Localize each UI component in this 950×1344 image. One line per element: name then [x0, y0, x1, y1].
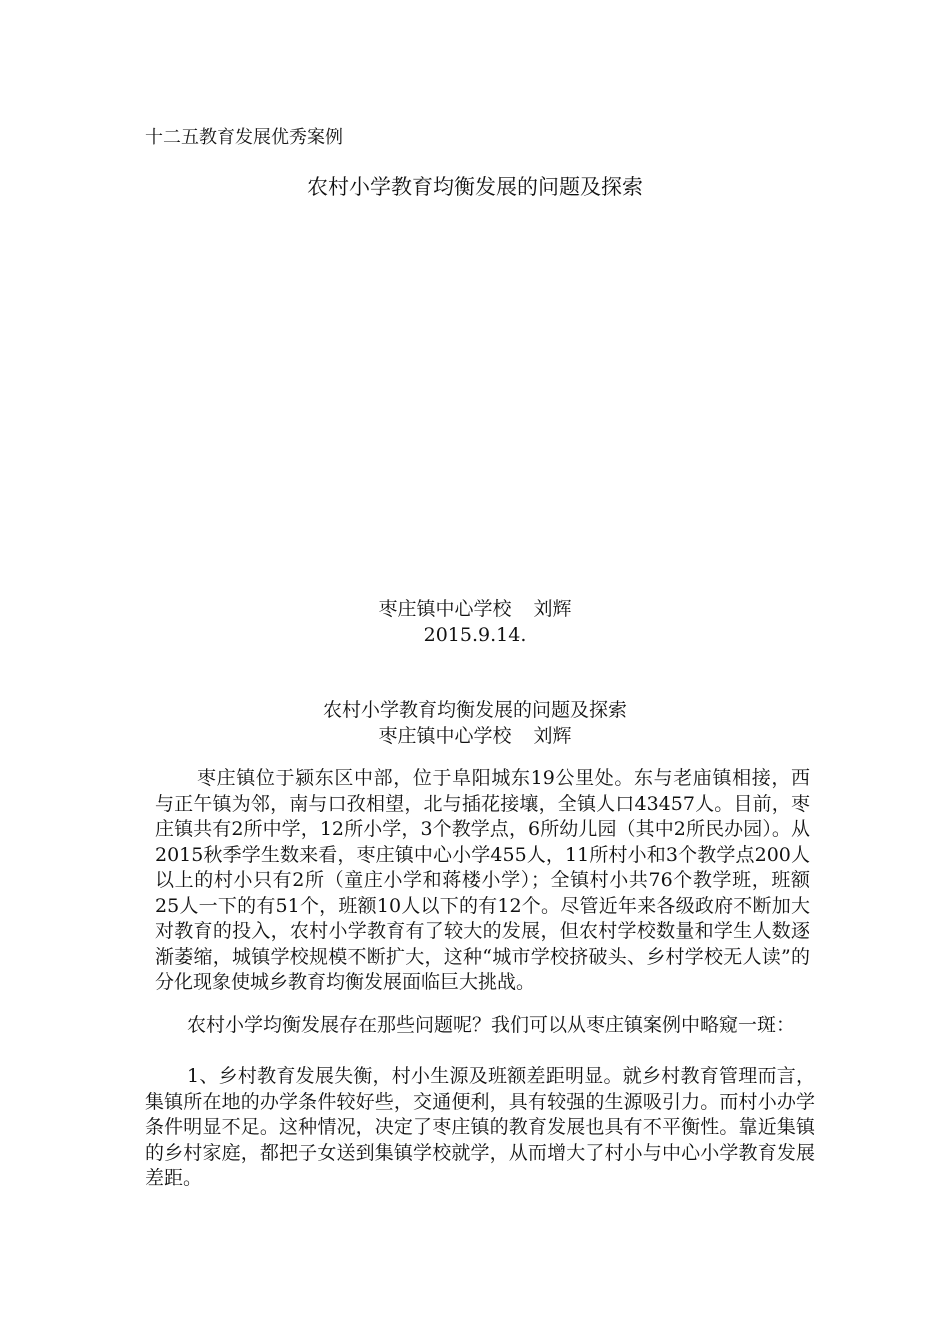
cover-organization: 枣庄镇中心学校: [378, 598, 512, 620]
category-label: 十二五教育发展优秀案例: [145, 127, 343, 148]
cover-date: 2015.9.14.: [423, 624, 527, 646]
article-author-name: 刘辉: [533, 725, 572, 747]
body-paragraph-question: 农村小学均衡发展存在那些问题呢？我们可以从枣庄镇案例中略窥一斑：: [187, 1014, 796, 1036]
cover-byline: [0, 596, 950, 622]
cover-title: 农村小学教育均衡发展的问题及探索: [307, 175, 643, 199]
cover-author-name: 刘辉: [533, 598, 572, 620]
article-organization: 枣庄镇中心学校: [378, 725, 512, 747]
body-paragraph-intro: 枣庄镇位于颍东区中部，位于阜阳城东19公里处。东与老庙镇相接，西与正午镇为邻，南与口孜相望，北与插花接壤，全镇人口43457人。目前，枣庄镇共有2所中学，12所小学，3个教学点，6所幼儿园（其中2所民办园）。从2015秋季学生数来看，枣庄镇中心小学455人，11所村小和3个教学点200人以上的村小只有2所（童庄小学和蒋楼小学）；全镇村小共76个教学班，班额25人一下的有51个，班额10人以下的有12个。尽管近年来各级政府不断加大对教育的投入，农村小学教育有了较大的发展，但农村学校数量和学生人数逐渐萎缩，城镇学校规模不断扩大，这种“城市学校挤破头、乡村学校无人读”的分化现象使城乡教育均衡发展面临巨大挑战。: [155, 767, 810, 993]
article-title: 农村小学教育均衡发展的问题及探索: [322, 699, 627, 721]
article-byline: [0, 723, 950, 749]
body-paragraph-point-1: 1、乡村教育发展失衡，村小生源及班额差距明显。就乡村教育管理而言，集镇所在地的办学条件较好些，交通便利，具有较强的生源吸引力。而村小办学条件明显不足。这种情况，决定了枣庄镇的教育发展也具有不平衡性。靠近集镇的乡村家庭，都把子女送到集镇学校就学，从而增大了村小与中心小学教育发展差距。: [145, 1065, 815, 1189]
